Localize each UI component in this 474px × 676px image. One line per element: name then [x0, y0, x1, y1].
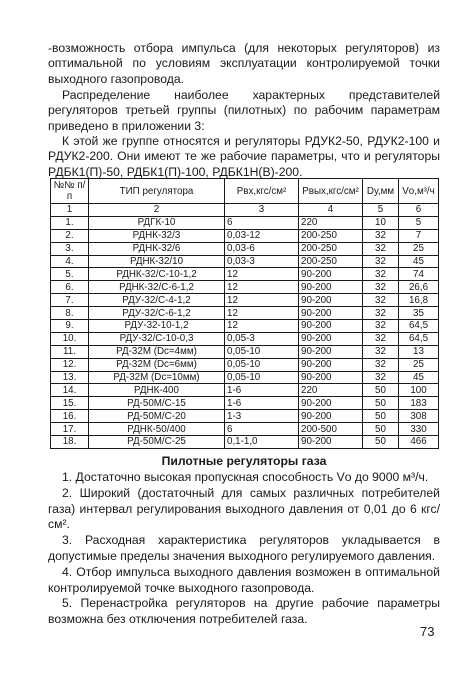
row-number-cell: 15.	[51, 397, 89, 410]
diameter-cell: 32	[363, 255, 399, 268]
regulator-type-cell: РД-32М (Dс=6мм)	[89, 358, 225, 371]
diameter-cell: 10	[363, 216, 399, 229]
row-number-cell: 8.	[51, 307, 89, 320]
row-number-cell: 11.	[51, 345, 89, 358]
inlet-pressure-cell: 0,05-10	[225, 371, 299, 384]
row-number-cell: 5.	[51, 268, 89, 281]
table-row	[51, 294, 439, 307]
flow-cell: 25	[399, 242, 439, 255]
diameter-cell: 50	[363, 423, 399, 436]
row-number-cell: 6.	[51, 281, 89, 294]
section-heading: Пилотные регуляторы газа	[161, 454, 327, 468]
list-item: 2. Широкий (достаточный для самых различных потребителей газа) интервал регулирования выходного давления от 0,01 до 6 кгс/см².	[48, 485, 440, 532]
regulator-type-cell: РДУ-32-10-1,2	[89, 320, 225, 333]
table-row	[51, 384, 439, 397]
list-item: 4. Отбор импульса выходного давления возможен в оптимальной контролируемой точке выходного газопровода.	[48, 564, 440, 595]
table-row	[51, 281, 439, 294]
regulator-type-cell: РДУ-32/С-10-0,3	[89, 332, 225, 345]
diameter-cell: 32	[363, 345, 399, 358]
inlet-pressure-cell: 6	[225, 423, 299, 436]
diameter-cell: 50	[363, 397, 399, 410]
flow-cell: 13	[399, 345, 439, 358]
row-number-cell: 10.	[51, 332, 89, 345]
table-row	[51, 242, 439, 255]
table-row	[51, 423, 439, 436]
flow-cell: 7	[399, 229, 439, 242]
advantages-list	[48, 470, 440, 628]
flow-cell: 64,5	[399, 332, 439, 345]
outlet-pressure-cell: 90-200	[299, 332, 363, 345]
column-number: 3	[225, 204, 299, 217]
flow-cell: 308	[399, 410, 439, 423]
page-number: 73	[420, 624, 435, 639]
regulator-type-cell: РД-32М (Dс=10мм)	[89, 371, 225, 384]
flow-cell: 100	[399, 384, 439, 397]
header-number: №№ п/п	[51, 179, 89, 204]
inlet-pressure-cell: 12	[225, 268, 299, 281]
table-row	[51, 216, 439, 229]
column-number-row	[51, 204, 439, 217]
flow-cell: 25	[399, 358, 439, 371]
column-number: 5	[363, 204, 399, 217]
diameter-cell: 32	[363, 242, 399, 255]
diameter-cell: 32	[363, 358, 399, 371]
outlet-pressure-cell: 90-200	[299, 371, 363, 384]
list-item: 3. Расходная характеристика регуляторов укладывается в допустимые пределы значения выходного регулируемого давления.	[48, 533, 440, 563]
outlet-pressure-cell: 90-200	[299, 320, 363, 333]
column-number: 4	[299, 204, 363, 217]
outlet-pressure-cell: 90-200	[299, 268, 363, 281]
inlet-pressure-cell: 0,05-10	[225, 358, 299, 371]
table-row	[51, 371, 439, 384]
regulator-type-cell: РДУ-32/С-6-1,2	[89, 307, 225, 320]
flow-cell: 183	[399, 397, 439, 410]
regulator-type-cell: РДНК-50/400	[89, 423, 225, 436]
outlet-pressure-cell: 90-200	[299, 307, 363, 320]
diameter-cell: 32	[363, 332, 399, 345]
inlet-pressure-cell: 12	[225, 320, 299, 333]
regulator-type-cell: РДУ-32/С-4-1,2	[89, 294, 225, 307]
inlet-pressure-cell: 12	[225, 307, 299, 320]
row-number-cell: 16.	[51, 410, 89, 423]
diameter-cell: 32	[363, 229, 399, 242]
row-number-cell: 12.	[51, 358, 89, 371]
row-number-cell: 2.	[51, 229, 89, 242]
header-diameter: Dу,мм	[363, 179, 399, 204]
regulator-type-cell: РДНК-32/10	[89, 255, 225, 268]
table-row	[51, 436, 439, 449]
regulator-type-cell: РД-32М (Dс=4мм)	[89, 345, 225, 358]
table-row	[51, 358, 439, 371]
table-row	[51, 268, 439, 281]
regulator-type-cell: РД-50М/С-20	[89, 410, 225, 423]
row-number-cell: 18.	[51, 436, 89, 449]
diameter-cell: 32	[363, 268, 399, 281]
diameter-cell: 32	[363, 320, 399, 333]
diameter-cell: 32	[363, 307, 399, 320]
inlet-pressure-cell: 0,03-12	[225, 229, 299, 242]
inlet-pressure-cell: 1-6	[225, 384, 299, 397]
column-number: 1	[51, 204, 89, 217]
inlet-pressure-cell: 12	[225, 294, 299, 307]
flow-cell: 45	[399, 371, 439, 384]
inlet-pressure-cell: 0,05-3	[225, 332, 299, 345]
diameter-cell: 32	[363, 281, 399, 294]
flow-cell: 74	[399, 268, 439, 281]
row-number-cell: 13.	[51, 371, 89, 384]
flow-cell: 5	[399, 216, 439, 229]
inlet-pressure-cell: 1-6	[225, 397, 299, 410]
column-number: 6	[399, 204, 439, 217]
list-item: 1. Достаточно высокая пропускная способность Vо до 9000 м³/ч.	[62, 470, 429, 484]
outlet-pressure-cell: 220	[299, 384, 363, 397]
header-type: ТИП регулятора	[89, 179, 225, 204]
outlet-pressure-cell: 90-200	[299, 410, 363, 423]
table-row	[51, 345, 439, 358]
regulator-type-cell: РДНК-32/С-6-1,2	[89, 281, 225, 294]
table-row	[51, 397, 439, 410]
diameter-cell: 50	[363, 410, 399, 423]
table-row	[51, 307, 439, 320]
outlet-pressure-cell: 200-500	[299, 423, 363, 436]
table-row	[51, 320, 439, 333]
table-row	[51, 332, 439, 345]
inlet-pressure-cell: 0,05-10	[225, 345, 299, 358]
row-number-cell: 17.	[51, 423, 89, 436]
table-header-row	[51, 179, 439, 204]
inlet-pressure-cell: 0,1-1,0	[225, 436, 299, 449]
outlet-pressure-cell: 200-250	[299, 229, 363, 242]
regulator-type-cell: РДГК-10	[89, 216, 225, 229]
flow-cell: 45	[399, 255, 439, 268]
diameter-cell: 32	[363, 371, 399, 384]
flow-cell: 26,6	[399, 281, 439, 294]
inlet-pressure-cell: 1-3	[225, 410, 299, 423]
regulator-type-cell: РДНК-400	[89, 384, 225, 397]
regulator-type-cell: РДНК-32/С-10-1,2	[89, 268, 225, 281]
outlet-pressure-cell: 200-250	[299, 242, 363, 255]
row-number-cell: 9.	[51, 320, 89, 333]
flow-cell: 64,5	[399, 320, 439, 333]
flow-cell: 330	[399, 423, 439, 436]
outlet-pressure-cell: 200-250	[299, 255, 363, 268]
outlet-pressure-cell: 220	[299, 216, 363, 229]
row-number-cell: 1.	[51, 216, 89, 229]
diameter-cell: 50	[363, 436, 399, 449]
row-number-cell: 3.	[51, 242, 89, 255]
outlet-pressure-cell: 90-200	[299, 345, 363, 358]
intro-paragraph-2: Распределение наиболее характерных представителей регуляторов третьей группы (пилотных) по рабочим параметрам приведено в приложении 3:	[48, 88, 440, 133]
diameter-cell: 32	[363, 294, 399, 307]
flow-cell: 466	[399, 436, 439, 449]
list-item: 5. Перенастройка регуляторов на другие рабочие параметры возможна без отключения потребителей газа.	[48, 596, 440, 627]
header-p-in: Pвх,кгс/см²	[225, 179, 299, 204]
header-flow: Vо,м³/ч	[399, 179, 439, 204]
flow-cell: 35	[399, 307, 439, 320]
inlet-pressure-cell: 12	[225, 281, 299, 294]
column-number: 2	[89, 204, 225, 217]
outlet-pressure-cell: 90-200	[299, 436, 363, 449]
row-number-cell: 14.	[51, 384, 89, 397]
regulator-type-cell: РДНК-32/3	[89, 229, 225, 242]
inlet-pressure-cell: 0,03-3	[225, 255, 299, 268]
regulator-parameters-table	[50, 178, 439, 449]
inlet-pressure-cell: 6	[225, 216, 299, 229]
flow-cell: 16,8	[399, 294, 439, 307]
table-row	[51, 255, 439, 268]
outlet-pressure-cell: 90-200	[299, 397, 363, 410]
row-number-cell: 4.	[51, 255, 89, 268]
inlet-pressure-cell: 0,03-6	[225, 242, 299, 255]
row-number-cell: 7.	[51, 294, 89, 307]
intro-paragraph-1: -возможность отбора импульса (для некоторых регуляторов) из оптимальной по условиям эксплуатации контролируемой точки выходного газопровода.	[48, 41, 440, 86]
header-p-out: Pвых,кгс/см²	[299, 179, 363, 204]
table-row	[51, 229, 439, 242]
outlet-pressure-cell: 90-200	[299, 294, 363, 307]
regulator-type-cell: РДНК-32/6	[89, 242, 225, 255]
diameter-cell: 50	[363, 384, 399, 397]
table-row	[51, 410, 439, 423]
outlet-pressure-cell: 90-200	[299, 358, 363, 371]
outlet-pressure-cell: 90-200	[299, 281, 363, 294]
regulator-type-cell: РД-50М/С-25	[89, 436, 225, 449]
regulator-type-cell: РД-50М/С-15	[89, 397, 225, 410]
intro-paragraph-3: К этой же группе относятся и регуляторы РДУК2-50, РДУК2-100 и РДУК2-200. Они имеют те же рабочие параметры, что и регуляторы РДБК1(П)-50, РДБК1(П)-100, РДБК1Н(В)-200.	[48, 134, 440, 179]
